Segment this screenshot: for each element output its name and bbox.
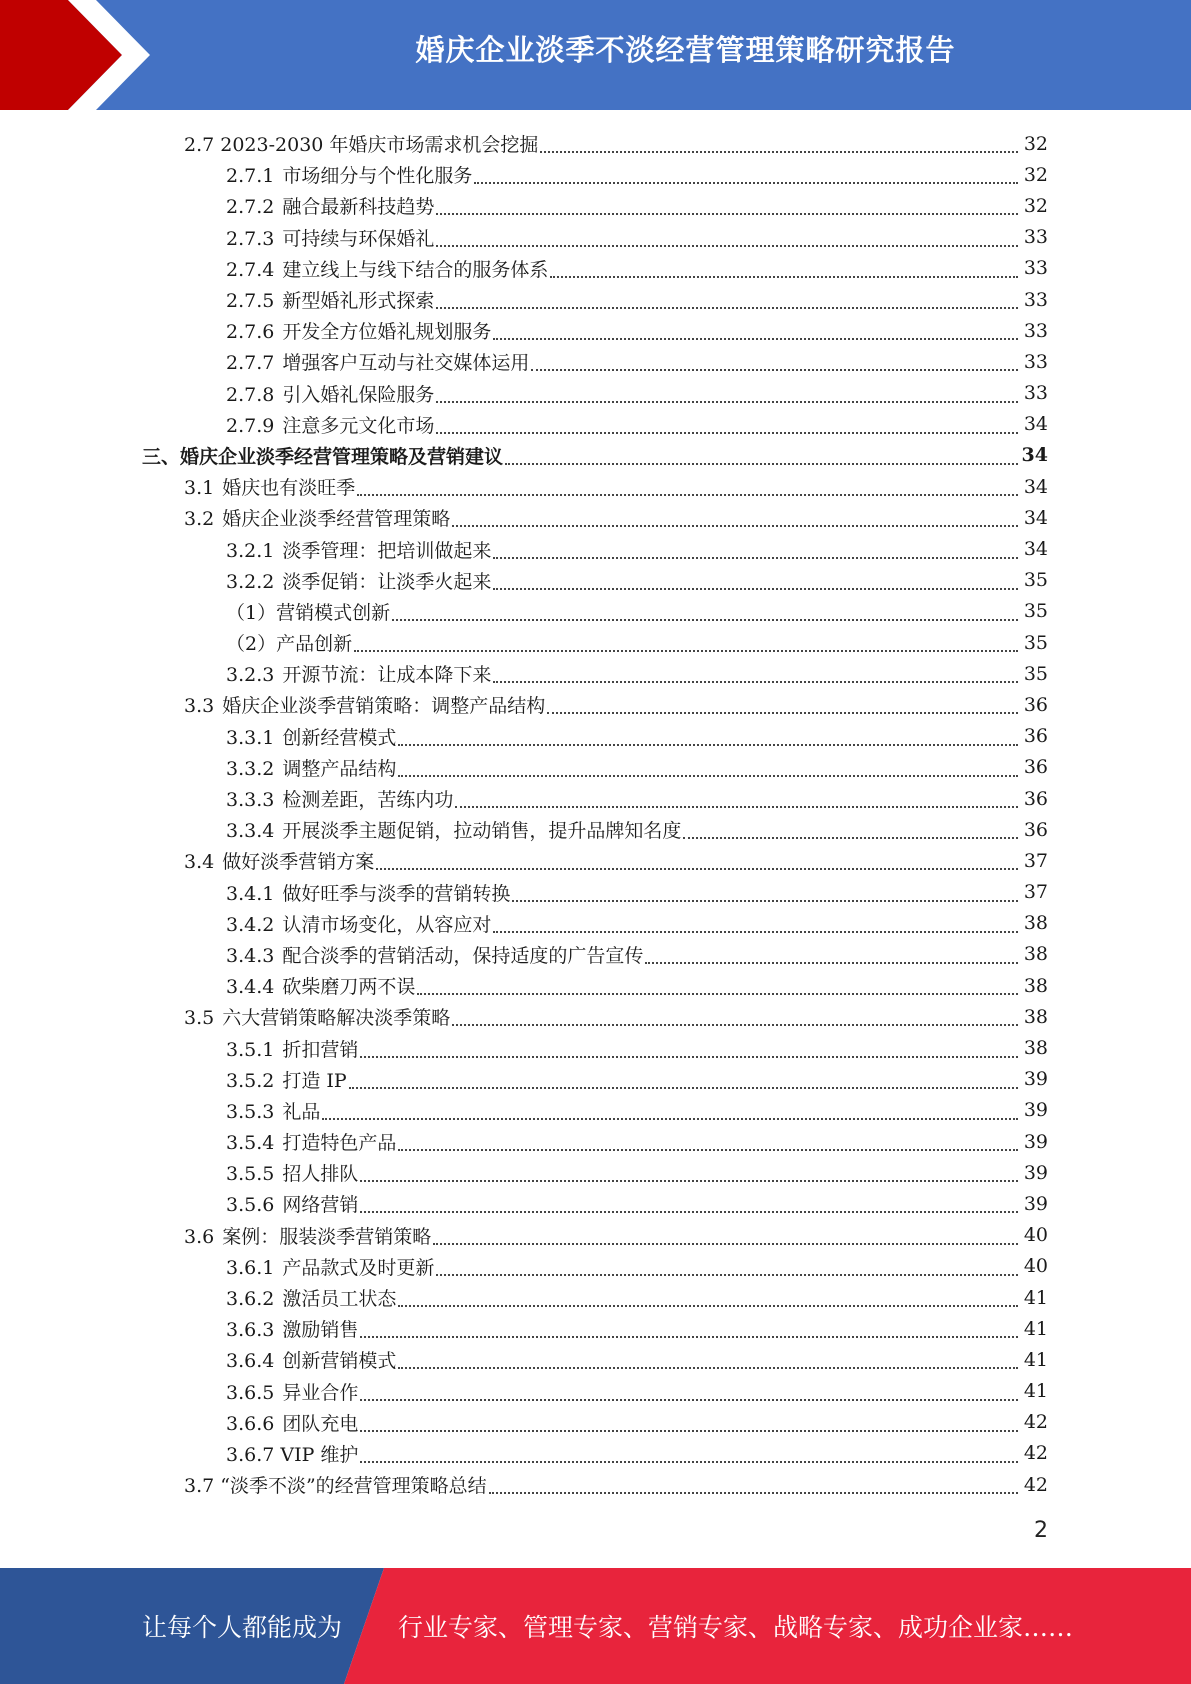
toc-entry-label: 融合最新科技趋势 bbox=[282, 196, 435, 219]
toc-entry-label: 引入婚礼保险服务 bbox=[282, 383, 435, 406]
toc-dot-leader bbox=[436, 431, 1018, 434]
toc-entry-label: 新型婚礼形式探索 bbox=[282, 290, 435, 313]
toc-entry-page: 36 bbox=[1023, 787, 1048, 810]
toc-entry-page: 33 bbox=[1023, 382, 1048, 405]
toc-entry[interactable] bbox=[0, 627, 1191, 658]
toc-entry-number: 3.4 bbox=[184, 851, 215, 874]
toc-entry-number: 3.5.6 bbox=[226, 1194, 275, 1217]
toc-entry-label: 开展淡季主题促销，拉动销售，提升品牌知名度 bbox=[282, 820, 682, 843]
toc-entry-label: 婚庆企业淡季营销策略：调整产品结构 bbox=[222, 695, 546, 718]
toc-entry-label: 三、婚庆企业淡季经营管理策略及营销建议 bbox=[142, 445, 504, 468]
toc-dot-leader bbox=[436, 212, 1018, 215]
toc-dot-leader bbox=[452, 1023, 1018, 1026]
toc-entry-title bbox=[226, 348, 529, 375]
toc-entry-page: 38 bbox=[1023, 974, 1048, 997]
toc-entry-title bbox=[226, 1253, 434, 1280]
toc-dot-leader bbox=[433, 1242, 1018, 1245]
toc-entry-page: 39 bbox=[1023, 1161, 1048, 1184]
toc-entry[interactable] bbox=[0, 721, 1191, 752]
toc-entry-number: 3.1 bbox=[184, 477, 215, 500]
toc-entry-page: 33 bbox=[1023, 319, 1048, 342]
toc-entry-title bbox=[226, 1097, 320, 1124]
toc-entry-title bbox=[226, 1346, 396, 1373]
toc-entry-title bbox=[226, 1066, 347, 1093]
toc-entry[interactable] bbox=[0, 1220, 1191, 1251]
toc-entry-number: 3.5.2 bbox=[226, 1069, 275, 1092]
toc-dot-leader bbox=[531, 368, 1018, 371]
toc-entry[interactable] bbox=[0, 128, 1191, 159]
toc-entry[interactable] bbox=[0, 1313, 1191, 1344]
toc-entry-title bbox=[226, 723, 396, 750]
toc-entry-number: 3.5.5 bbox=[226, 1163, 275, 1186]
toc-entry-page: 38 bbox=[1023, 943, 1048, 966]
toc-entry-page: 36 bbox=[1023, 818, 1048, 841]
toc-entry[interactable] bbox=[0, 814, 1191, 845]
toc-entry-page: 39 bbox=[1023, 1130, 1048, 1153]
toc-entry-label: 增强客户互动与社交媒体运用 bbox=[282, 352, 530, 375]
toc-entry-label: 淡季促销：让淡季火起来 bbox=[282, 570, 492, 593]
toc-dot-leader bbox=[436, 400, 1018, 403]
toc-entry[interactable] bbox=[0, 1157, 1191, 1188]
toc-entry-label: 2.7 2023-2030 年婚庆市场需求机会挖掘 bbox=[184, 134, 539, 157]
toc-entry-title bbox=[226, 411, 434, 438]
toc-entry-number: 2.7.2 bbox=[226, 196, 275, 219]
toc-entry[interactable] bbox=[0, 689, 1191, 720]
toc-entry-label: 砍柴磨刀两不误 bbox=[282, 976, 416, 999]
toc-entry-label: 注意多元文化市场 bbox=[282, 414, 435, 437]
toc-entry-page: 39 bbox=[1023, 1099, 1048, 1122]
toc-entry[interactable] bbox=[0, 658, 1191, 689]
toc-entry-label: 可持续与环保婚礼 bbox=[282, 227, 435, 250]
toc-entry-page: 35 bbox=[1023, 631, 1048, 654]
toc-entry-title bbox=[226, 754, 396, 781]
toc-entry-label: 检测差距，苦练内功 bbox=[282, 789, 454, 812]
toc-entry-title bbox=[226, 1159, 358, 1186]
toc-dot-leader bbox=[436, 244, 1018, 247]
toc-entry-number: 2.7.9 bbox=[226, 414, 275, 437]
toc-entry[interactable] bbox=[0, 1188, 1191, 1219]
toc-entry[interactable] bbox=[0, 440, 1191, 471]
toc-entry[interactable] bbox=[0, 1064, 1191, 1095]
toc-entry[interactable] bbox=[0, 533, 1191, 564]
toc-entry-title bbox=[226, 567, 491, 594]
toc-entry-label: 婚庆也有淡旺季 bbox=[222, 477, 356, 500]
toc-entry-title bbox=[226, 598, 390, 625]
toc-entry[interactable] bbox=[0, 939, 1191, 970]
toc-entry-title bbox=[226, 1128, 396, 1155]
toc-entry-number: 3.4.2 bbox=[226, 913, 275, 936]
toc-entry-label: 六大营销策略解决淡季策略 bbox=[222, 1007, 451, 1030]
toc-entry-number: 3.2.1 bbox=[226, 539, 275, 562]
toc-entry-number: 3.3 bbox=[184, 695, 215, 718]
toc-dot-leader bbox=[645, 961, 1018, 964]
toc-dot-leader bbox=[357, 493, 1018, 496]
toc-entry[interactable] bbox=[0, 159, 1191, 190]
toc-entry-label: 3.7 “淡季不淡”的经营管理策略总结 bbox=[184, 1475, 487, 1498]
toc-entry-number: 3.6.5 bbox=[226, 1381, 275, 1404]
toc-entry-page: 36 bbox=[1023, 725, 1048, 748]
toc-entry-label: 创新营销模式 bbox=[282, 1350, 397, 1373]
toc-entry-title bbox=[226, 1035, 358, 1062]
toc-dot-leader bbox=[398, 774, 1018, 777]
toc-entry-number: 2.7.6 bbox=[226, 321, 275, 344]
toc-entry-title bbox=[184, 473, 355, 500]
toc-entry-page: 35 bbox=[1023, 600, 1048, 623]
toc-entry-page: 34 bbox=[1023, 475, 1048, 498]
toc-dot-leader bbox=[436, 1273, 1018, 1276]
toc-entry-page: 41 bbox=[1023, 1317, 1048, 1340]
toc-entry[interactable] bbox=[0, 752, 1191, 783]
toc-entry[interactable] bbox=[0, 1407, 1191, 1438]
toc-entry-label: 激活员工状态 bbox=[282, 1288, 397, 1311]
toc-entry[interactable] bbox=[0, 1126, 1191, 1157]
toc-dot-leader bbox=[489, 1491, 1018, 1494]
page-footer bbox=[0, 1568, 1191, 1684]
toc-entry-label: 淡季管理：把培训做起来 bbox=[282, 539, 492, 562]
toc-entry[interactable] bbox=[0, 1251, 1191, 1282]
toc-entry-title bbox=[226, 1315, 358, 1342]
toc-entry-title bbox=[226, 192, 434, 219]
toc-entry-page: 41 bbox=[1023, 1380, 1048, 1403]
toc-entry-title bbox=[226, 1440, 358, 1467]
toc-dot-leader bbox=[505, 462, 1018, 465]
toc-dot-leader bbox=[493, 556, 1018, 559]
toc-entry-label: 开发全方位婚礼规划服务 bbox=[282, 321, 492, 344]
toc-entry[interactable] bbox=[0, 1438, 1191, 1469]
toc-entry-number: 3.4.3 bbox=[226, 944, 275, 967]
toc-entry-title bbox=[226, 785, 453, 812]
toc-entry-label: 做好旺季与淡季的营销转换 bbox=[282, 882, 511, 905]
toc-entry-number: 3.5 bbox=[184, 1007, 215, 1030]
toc-entry-page: 34 bbox=[1021, 444, 1048, 467]
toc-entry-label: 建立线上与线下结合的服务体系 bbox=[282, 258, 549, 281]
toc-dot-leader bbox=[360, 1055, 1018, 1058]
report-title: 婚庆企业淡季不淡经营管理策略研究报告 bbox=[415, 33, 956, 67]
toc-entry-number: 2.7.1 bbox=[226, 165, 275, 188]
toc-entry[interactable] bbox=[0, 1032, 1191, 1063]
toc-dot-leader bbox=[360, 1210, 1018, 1213]
toc-dot-leader bbox=[360, 1335, 1018, 1338]
toc-entry[interactable] bbox=[0, 502, 1191, 533]
page-header bbox=[0, 0, 1191, 110]
toc-entry-title bbox=[226, 972, 415, 999]
toc-entry[interactable] bbox=[0, 315, 1191, 346]
toc-entry-number: 2.7.5 bbox=[226, 290, 275, 313]
toc-dot-leader bbox=[474, 181, 1018, 184]
toc-entry-title bbox=[226, 161, 472, 188]
toc-entry-number: 3.3.1 bbox=[226, 726, 275, 749]
toc-entry-page: 42 bbox=[1023, 1442, 1048, 1465]
toc-entry-title bbox=[226, 1378, 358, 1405]
toc-entry-title bbox=[226, 1409, 358, 1436]
toc-entry-title bbox=[226, 1284, 396, 1311]
toc-dot-leader bbox=[550, 275, 1018, 278]
toc-entry-label: 打造特色产品 bbox=[282, 1132, 397, 1155]
toc-dot-leader bbox=[392, 618, 1018, 621]
toc-dot-leader bbox=[436, 306, 1018, 309]
toc-entry-label: （1）营销模式创新 bbox=[226, 601, 391, 624]
toc-entry-number: 3.4.4 bbox=[226, 976, 275, 999]
toc-entry-label: （2）产品创新 bbox=[226, 633, 353, 656]
page-number: 2 bbox=[1034, 1518, 1048, 1543]
toc-entry-label: 调整产品结构 bbox=[282, 757, 397, 780]
toc-dot-leader bbox=[398, 1148, 1018, 1151]
toc-entry[interactable] bbox=[0, 1282, 1191, 1313]
toc-entry-page: 42 bbox=[1023, 1411, 1048, 1434]
toc-entry-number: 2.7.8 bbox=[226, 383, 275, 406]
toc-entry-label: 做好淡季营销方案 bbox=[222, 851, 375, 874]
toc-dot-leader bbox=[547, 711, 1018, 714]
toc-entry-number: 3.6 bbox=[184, 1225, 215, 1248]
toc-entry-title bbox=[226, 286, 434, 313]
toc-entry-page: 34 bbox=[1023, 413, 1048, 436]
toc-entry-page: 42 bbox=[1023, 1473, 1048, 1496]
toc-dot-leader bbox=[360, 1179, 1018, 1182]
toc-entry-page: 36 bbox=[1023, 756, 1048, 779]
toc-entry-label: 折扣营销 bbox=[282, 1038, 359, 1061]
toc-entry-number: 3.6.4 bbox=[226, 1350, 275, 1373]
toc-entry[interactable] bbox=[0, 1095, 1191, 1126]
toc-dot-leader bbox=[322, 1117, 1018, 1120]
toc-entry-number: 3.6.3 bbox=[226, 1319, 275, 1342]
toc-entry-title bbox=[226, 629, 352, 656]
toc-entry[interactable] bbox=[0, 471, 1191, 502]
toc-entry-page: 36 bbox=[1023, 693, 1048, 716]
toc-entry-label: 创新经营模式 bbox=[282, 726, 397, 749]
toc-entry[interactable] bbox=[0, 1376, 1191, 1407]
toc-entry-label: 网络营销 bbox=[282, 1194, 359, 1217]
toc-dot-leader bbox=[360, 1460, 1018, 1463]
toc-dot-leader bbox=[349, 1086, 1018, 1089]
toc-dot-leader bbox=[452, 524, 1018, 527]
toc-entry-label: 打造 IP bbox=[282, 1069, 347, 1092]
toc-dot-leader bbox=[493, 587, 1018, 590]
toc-entry-page: 33 bbox=[1023, 288, 1048, 311]
toc-entry-page: 33 bbox=[1023, 257, 1048, 280]
toc-entry-number: 3.2 bbox=[184, 508, 215, 531]
toc-entry-label: 市场细分与个性化服务 bbox=[282, 165, 473, 188]
toc-entry-title bbox=[226, 536, 491, 563]
toc-entry-page: 38 bbox=[1023, 1037, 1048, 1060]
toc-entry-page: 39 bbox=[1023, 1068, 1048, 1091]
toc-entry-number: 3.5.1 bbox=[226, 1038, 275, 1061]
toc-entry-title bbox=[184, 130, 538, 157]
toc-entry-title bbox=[184, 1471, 487, 1498]
toc-dot-leader bbox=[376, 867, 1018, 870]
toc-entry-label: 异业合作 bbox=[282, 1381, 359, 1404]
toc-dot-leader bbox=[512, 899, 1018, 902]
toc-entry-page: 32 bbox=[1023, 163, 1048, 186]
toc-entry-page: 40 bbox=[1023, 1224, 1048, 1247]
toc-entry[interactable] bbox=[0, 908, 1191, 939]
toc-entry-title bbox=[184, 504, 450, 531]
toc-entry-page: 35 bbox=[1023, 662, 1048, 685]
toc-entry-page: 32 bbox=[1023, 194, 1048, 217]
toc-entry-label: 婚庆企业淡季经营管理策略 bbox=[222, 508, 451, 531]
toc-entry[interactable] bbox=[0, 845, 1191, 876]
toc-entry-page: 41 bbox=[1023, 1286, 1048, 1309]
toc-dot-leader bbox=[360, 1429, 1018, 1432]
toc-entry-label: 开源节流：让成本降下来 bbox=[282, 664, 492, 687]
toc-dot-leader bbox=[398, 1366, 1018, 1369]
toc-entry-title bbox=[226, 380, 434, 407]
toc-entry-page: 32 bbox=[1023, 132, 1048, 155]
toc-entry[interactable] bbox=[0, 378, 1191, 409]
toc-dot-leader bbox=[455, 805, 1018, 808]
toc-entry[interactable] bbox=[0, 346, 1191, 377]
toc-entry-page: 38 bbox=[1023, 912, 1048, 935]
toc-dot-leader bbox=[493, 930, 1018, 933]
toc-entry-page: 33 bbox=[1023, 226, 1048, 249]
toc-entry-title bbox=[226, 317, 491, 344]
toc-entry-title bbox=[226, 879, 510, 906]
toc-entry-page: 41 bbox=[1023, 1348, 1048, 1371]
toc-entry-label: 激励销售 bbox=[282, 1319, 359, 1342]
toc-entry-label: 招人排队 bbox=[282, 1163, 359, 1186]
toc-entry-number: 3.3.2 bbox=[226, 757, 275, 780]
toc-entry-page: 37 bbox=[1023, 849, 1048, 872]
toc-entry-page: 34 bbox=[1023, 538, 1048, 561]
toc-entry-title bbox=[184, 847, 374, 874]
toc-entry-page: 35 bbox=[1023, 569, 1048, 592]
toc-entry-label: 案例：服装淡季营销策略 bbox=[222, 1225, 432, 1248]
toc-entry-label: 配合淡季的营销活动，保持适度的广告宣传 bbox=[282, 944, 644, 967]
toc-entry[interactable] bbox=[0, 970, 1191, 1001]
toc-dot-leader bbox=[683, 836, 1018, 839]
toc-entry-title bbox=[184, 691, 545, 718]
toc-entry[interactable] bbox=[0, 877, 1191, 908]
toc-entry-number: 2.7.3 bbox=[226, 227, 275, 250]
toc-entry-title bbox=[184, 1003, 450, 1030]
toc-entry-title bbox=[226, 910, 491, 937]
toc-dot-leader bbox=[493, 337, 1018, 340]
toc-entry[interactable] bbox=[0, 596, 1191, 627]
toc-entry-number: 3.6.2 bbox=[226, 1288, 275, 1311]
toc-entry[interactable] bbox=[0, 190, 1191, 221]
toc-entry-title bbox=[226, 1190, 358, 1217]
toc-entry-page: 38 bbox=[1023, 1005, 1048, 1028]
toc-dot-leader bbox=[417, 992, 1018, 995]
toc-dot-leader bbox=[354, 649, 1018, 652]
table-of-contents bbox=[0, 128, 1191, 1500]
toc-entry-title bbox=[226, 816, 681, 843]
toc-entry-label: 产品款式及时更新 bbox=[282, 1256, 435, 1279]
toc-entry-label: 认清市场变化，从容应对 bbox=[282, 913, 492, 936]
toc-dot-leader bbox=[540, 150, 1018, 153]
toc-entry[interactable] bbox=[0, 1344, 1191, 1375]
toc-entry-number: 3.3.3 bbox=[226, 789, 275, 812]
toc-entry-page: 39 bbox=[1023, 1192, 1048, 1215]
toc-entry[interactable] bbox=[0, 409, 1191, 440]
toc-dot-leader bbox=[493, 680, 1018, 683]
toc-entry-number: 3.5.3 bbox=[226, 1100, 275, 1123]
toc-dot-leader bbox=[398, 743, 1018, 746]
toc-entry-page: 37 bbox=[1023, 881, 1048, 904]
footer-slogan-left: 让每个人都能成为 bbox=[142, 1613, 343, 1642]
toc-entry-label: 团队充电 bbox=[282, 1412, 359, 1435]
toc-entry-number: 3.2.3 bbox=[226, 664, 275, 687]
toc-entry-title bbox=[142, 442, 503, 469]
toc-entry[interactable] bbox=[0, 1001, 1191, 1032]
toc-entry[interactable] bbox=[0, 565, 1191, 596]
toc-entry-label: 礼品 bbox=[282, 1100, 321, 1123]
toc-entry-number: 2.7.7 bbox=[226, 352, 275, 375]
toc-entry-number: 3.5.4 bbox=[226, 1132, 275, 1155]
toc-entry-number: 3.3.4 bbox=[226, 820, 275, 843]
toc-entry-title bbox=[226, 224, 434, 251]
toc-entry[interactable] bbox=[0, 1469, 1191, 1500]
toc-entry-number: 3.2.2 bbox=[226, 570, 275, 593]
toc-entry-number: 3.6.6 bbox=[226, 1412, 275, 1435]
toc-entry-label: 3.6.7 VIP 维护 bbox=[226, 1443, 359, 1466]
toc-entry-page: 33 bbox=[1023, 350, 1048, 373]
toc-entry[interactable] bbox=[0, 253, 1191, 284]
toc-entry[interactable] bbox=[0, 284, 1191, 315]
toc-dot-leader bbox=[398, 1304, 1018, 1307]
toc-entry-title bbox=[226, 660, 491, 687]
toc-entry-number: 2.7.4 bbox=[226, 258, 275, 281]
toc-entry-number: 3.6.1 bbox=[226, 1256, 275, 1279]
toc-entry-number: 3.4.1 bbox=[226, 882, 275, 905]
toc-entry-page: 40 bbox=[1023, 1255, 1048, 1278]
toc-entry[interactable] bbox=[0, 783, 1191, 814]
toc-entry[interactable] bbox=[0, 222, 1191, 253]
toc-entry-title bbox=[226, 941, 643, 968]
toc-entry-title bbox=[226, 255, 548, 282]
footer-slogan-right: 行业专家、管理专家、营销专家、战略专家、成功企业家…… bbox=[398, 1613, 1074, 1642]
toc-entry-page: 34 bbox=[1023, 506, 1048, 529]
toc-dot-leader bbox=[360, 1398, 1018, 1401]
toc-entry-title bbox=[184, 1222, 431, 1249]
